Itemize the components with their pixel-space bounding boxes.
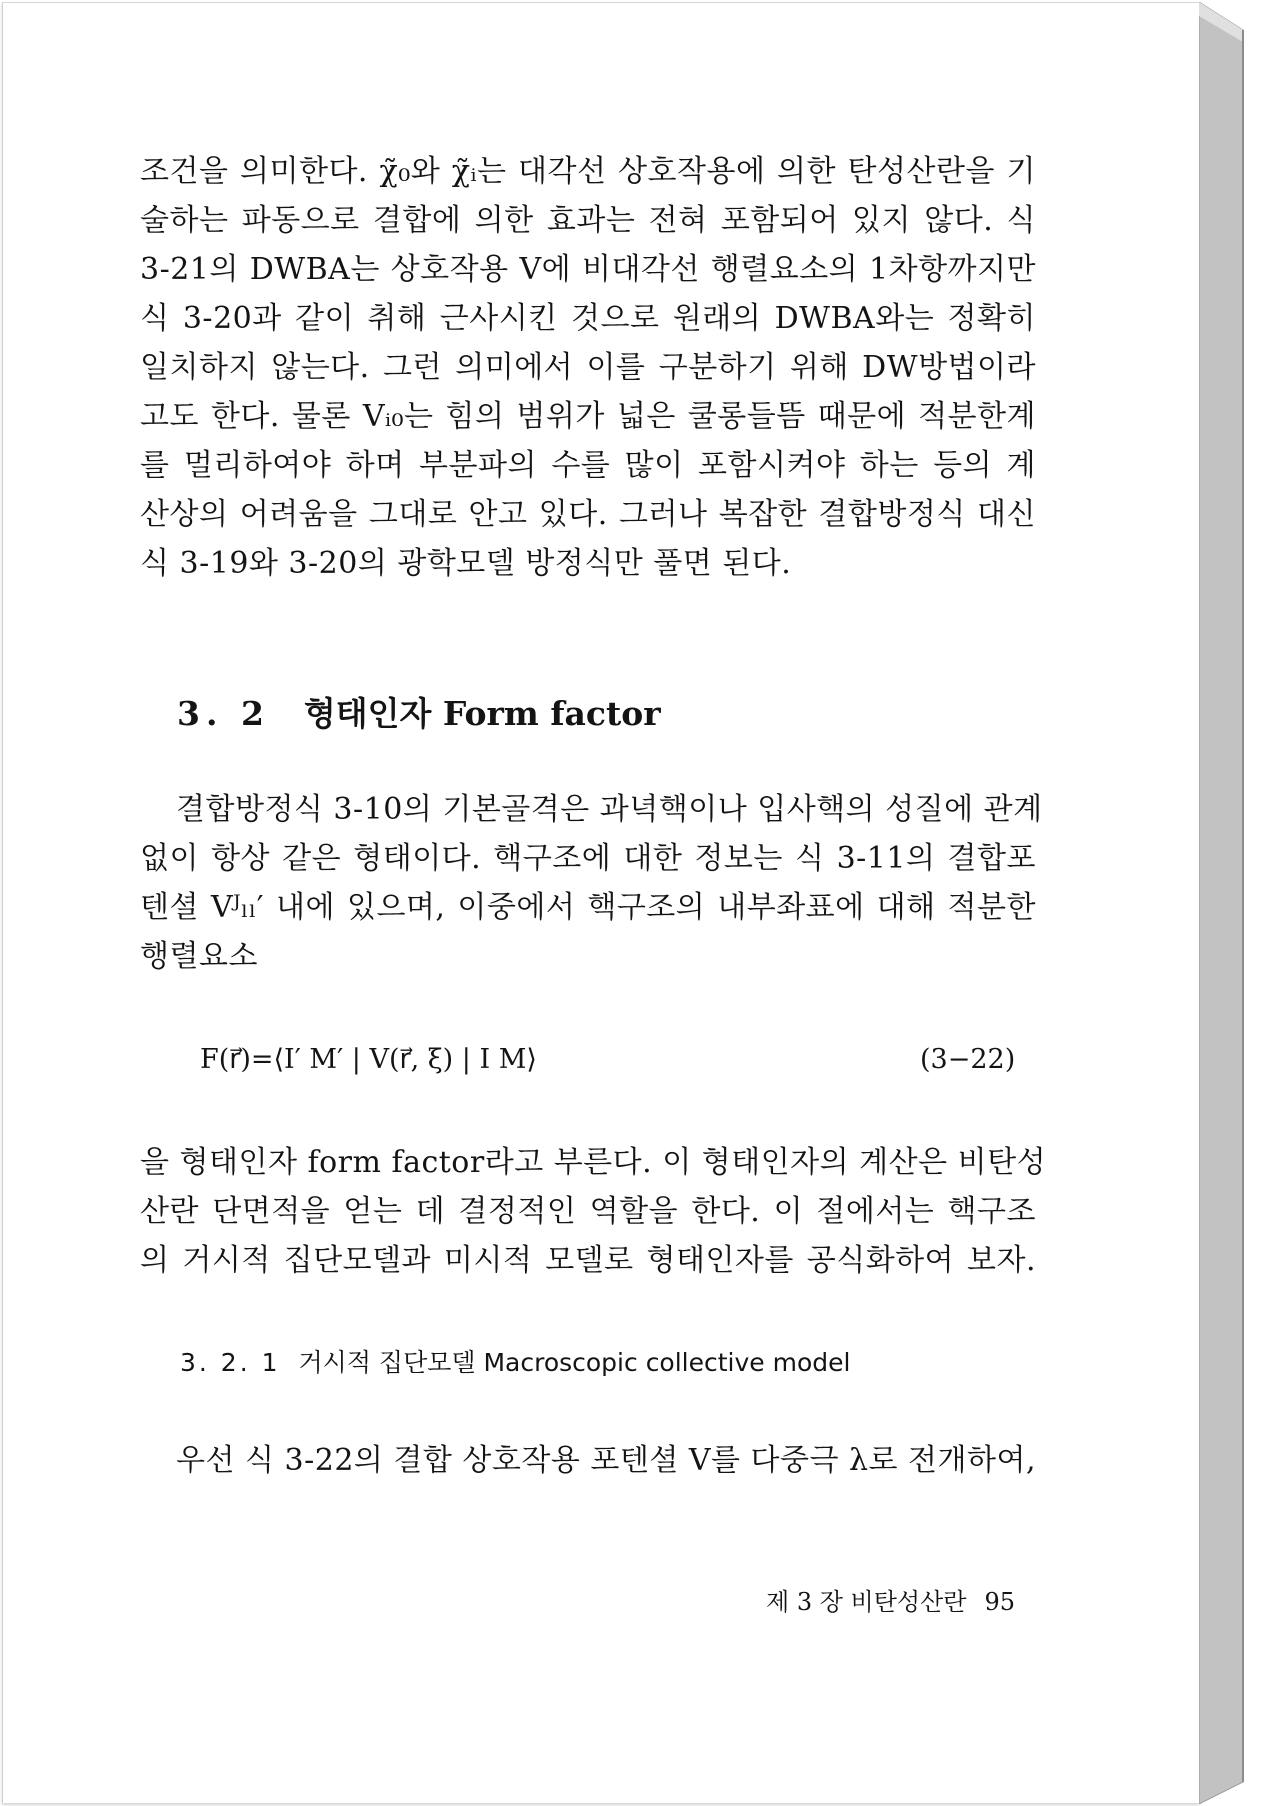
section-title: 형태인자 Form factor bbox=[303, 694, 661, 733]
equation-number: (3−22) bbox=[920, 1044, 1016, 1075]
text-line: 텐셜 Vᴶₗₗ′ 내에 있으며, 이중에서 핵구조의 내부좌표에 대해 적분한 bbox=[140, 890, 1036, 925]
section-number: 3. 2 bbox=[177, 694, 270, 733]
text-line: 의 거시적 집단모델과 미시적 모델로 형태인자를 공식화하여 보자. bbox=[140, 1243, 1036, 1278]
text-line: 을 형태인자 form factor라고 부른다. 이 형태인자의 계산은 비탄성 bbox=[140, 1145, 1047, 1180]
section-heading bbox=[177, 692, 661, 736]
text-line: 술하는 파동으로 결합에 의한 효과는 전혀 포함되어 있지 않다. 식 bbox=[140, 203, 1036, 238]
text-line: 일치하지 않는다. 그런 의미에서 이를 구분하기 위해 DW방법이라 bbox=[140, 350, 1036, 385]
text-line: 를 멀리하여야 하며 부분파의 수를 많이 포함시켜야 하는 등의 계 bbox=[140, 448, 1036, 483]
subsection-title: 거시적 집단모델 Macroscopic collective model bbox=[298, 1348, 851, 1377]
chapter-title: 제 3 장 비탄성산란 bbox=[766, 1588, 967, 1616]
text-line: 우선 식 3-22의 결합 상호작용 포텐셜 V를 다중극 λ로 전개하여, bbox=[176, 1443, 1036, 1478]
page-footer bbox=[766, 1585, 1015, 1619]
text-line: 행렬요소 bbox=[140, 939, 258, 974]
text-line: 없이 항상 같은 형태이다. 핵구조에 대한 정보는 식 3-11의 결합포 bbox=[140, 841, 1036, 876]
page-number: 95 bbox=[984, 1588, 1015, 1616]
text-line: 고도 한다. 물론 Vᵢ₀는 힘의 범위가 넓은 쿨롱들뜸 때문에 적분한계 bbox=[140, 399, 1036, 434]
text-line: 식 3-20과 같이 취해 근사시킨 것으로 원래의 DWBA와는 정확히 bbox=[140, 301, 1036, 336]
equation: F(r⃗)=⟨I′ M′ | V(r⃗, ξ) | I M⟩ bbox=[200, 1044, 537, 1075]
text-line: 조건을 의미한다. χ̃₀와 χ̃ᵢ는 대각선 상호작용에 의한 탄성산란을 기 bbox=[140, 154, 1036, 189]
subsection-number: 3. 2. 1 bbox=[180, 1348, 281, 1377]
text-line: 식 3-19와 3-20의 광학모델 방정식만 풀면 된다. bbox=[140, 546, 792, 581]
text-line: 결합방정식 3-10의 기본골격은 과녁핵이나 입사핵의 성질에 관계 bbox=[176, 792, 1043, 827]
text-line: 산상의 어려움을 그대로 안고 있다. 그러나 복잡한 결합방정식 대신 bbox=[140, 497, 1036, 532]
subsection-heading bbox=[180, 1345, 850, 1381]
text-line: 산란 단면적을 얻는 데 결정적인 역할을 한다. 이 절에서는 핵구조 bbox=[140, 1194, 1036, 1229]
text-line: 3-21의 DWBA는 상호작용 V에 비대각선 행렬요소의 1차항까지만 bbox=[140, 252, 1036, 287]
